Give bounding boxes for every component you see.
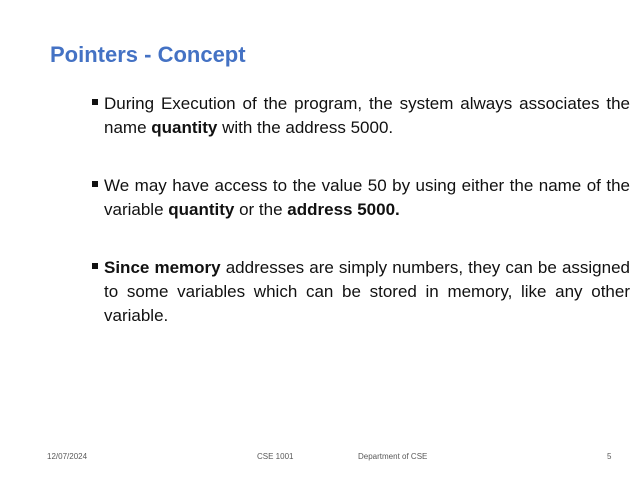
bullet-text: Since memory addresses are simply numbers, they can be assigned to some variables which can be stored in memory, like any other variable. <box>104 258 630 325</box>
square-bullet-icon <box>92 181 98 187</box>
bold-term: Since memory <box>104 258 221 277</box>
bullet-list <box>92 92 630 362</box>
bold-term: quantity <box>168 200 235 219</box>
footer-course: CSE 1001 <box>257 452 294 461</box>
bullet-text: During Execution of the program, the system always associates the name quantity with the address 5000. <box>104 94 630 137</box>
slide-title: Pointers - Concept <box>50 42 246 67</box>
footer-date: 12/07/2024 <box>47 452 88 461</box>
bold-term: address 5000. <box>287 200 400 219</box>
footer-page-number: 5 <box>607 452 612 461</box>
bullet-text: We may have access to the value 50 by using either the name of the variable quantity or the address 5000. <box>104 176 630 219</box>
footer-department: Department of CSE <box>358 452 428 461</box>
square-bullet-icon <box>92 263 98 269</box>
bullet-item <box>92 92 630 140</box>
bullet-item <box>92 256 630 328</box>
bullet-item <box>92 174 630 222</box>
bold-term: quantity <box>151 118 218 137</box>
square-bullet-icon <box>92 99 98 105</box>
